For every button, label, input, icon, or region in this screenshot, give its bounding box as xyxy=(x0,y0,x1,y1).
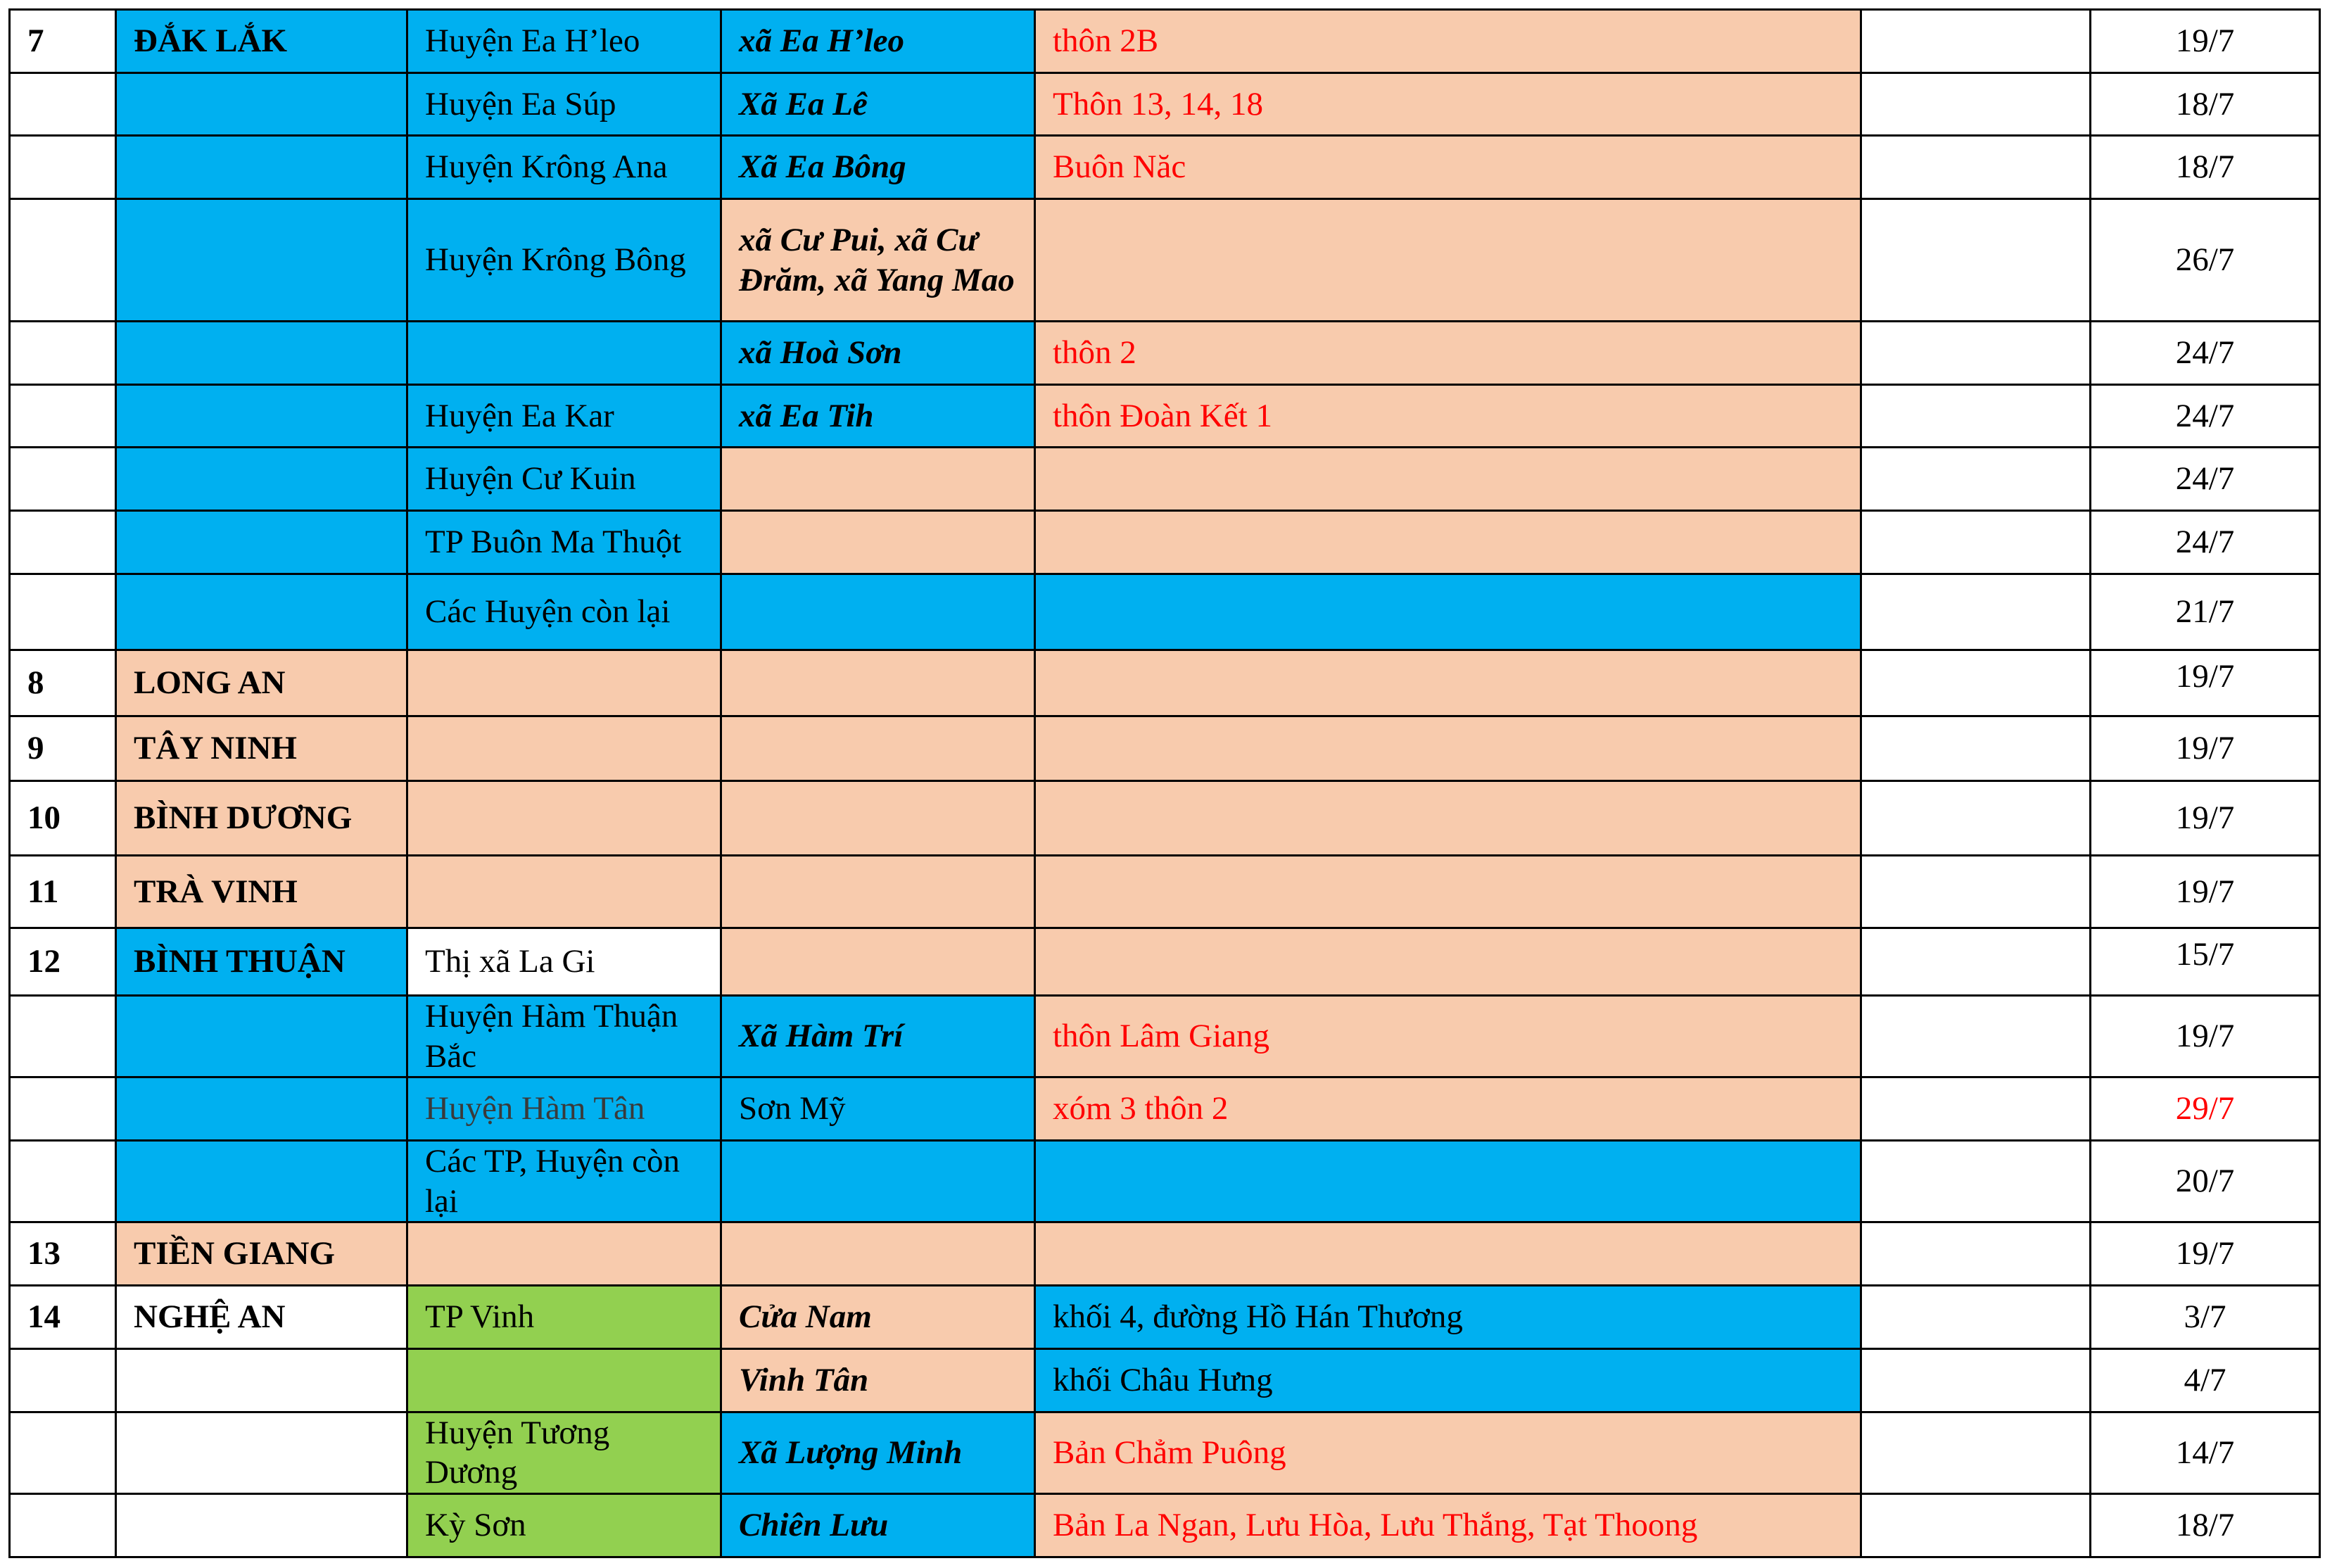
village-cell xyxy=(1035,781,1861,856)
date-cell: 29/7 xyxy=(2091,1077,2320,1141)
commune-cell: xã Cư Pui, xã Cư Đrăm, xã Yang Mao xyxy=(721,199,1035,322)
date-cell: 18/7 xyxy=(2091,136,2320,199)
district-cell xyxy=(407,650,721,716)
empty-cell xyxy=(1861,1222,2091,1286)
village-cell: Bản Chẳm Puông xyxy=(1035,1412,1861,1494)
table-row xyxy=(10,574,2320,650)
date-cell: 15/7 xyxy=(2091,928,2320,996)
date-cell: 24/7 xyxy=(2091,511,2320,574)
district-cell xyxy=(407,1349,721,1412)
village-cell: thôn 2B xyxy=(1035,10,1861,73)
province-cell: LONG AN xyxy=(116,650,407,716)
commune-cell: Cửa Nam xyxy=(721,1286,1035,1349)
village-cell xyxy=(1035,856,1861,928)
row-number-cell: 9 xyxy=(10,716,116,781)
province-cell: TÂY NINH xyxy=(116,716,407,781)
village-cell xyxy=(1035,650,1861,716)
village-cell xyxy=(1035,1141,1861,1222)
date-cell: 19/7 xyxy=(2091,856,2320,928)
village-cell: Buôn Năc xyxy=(1035,136,1861,199)
date-cell: 19/7 xyxy=(2091,10,2320,73)
village-cell: khối Châu Hưng xyxy=(1035,1349,1861,1412)
commune-cell xyxy=(721,1141,1035,1222)
date-cell: 18/7 xyxy=(2091,1493,2320,1557)
empty-cell xyxy=(1861,10,2091,73)
province-cell xyxy=(116,1412,407,1494)
district-cell xyxy=(407,1222,721,1286)
province-cell: BÌNH DƯƠNG xyxy=(116,781,407,856)
table-row xyxy=(10,10,2320,73)
region-schedule-table xyxy=(8,8,2321,1558)
empty-cell xyxy=(1861,511,2091,574)
village-cell xyxy=(1035,199,1861,322)
date-cell: 19/7 xyxy=(2091,650,2320,716)
province-cell: TIỀN GIANG xyxy=(116,1222,407,1286)
commune-cell xyxy=(721,1222,1035,1286)
commune-cell: Sơn Mỹ xyxy=(721,1077,1035,1141)
commune-cell: Xã Ea Bông xyxy=(721,136,1035,199)
empty-cell xyxy=(1861,73,2091,136)
row-number-cell xyxy=(10,996,116,1077)
table-row xyxy=(10,1493,2320,1557)
commune-cell: Xã Hàm Trí xyxy=(721,996,1035,1077)
table-row xyxy=(10,1286,2320,1349)
province-cell xyxy=(116,73,407,136)
empty-cell xyxy=(1861,856,2091,928)
district-cell xyxy=(407,716,721,781)
province-cell xyxy=(116,574,407,650)
village-cell: khối 4, đường Hồ Hán Thương xyxy=(1035,1286,1861,1349)
commune-cell xyxy=(721,716,1035,781)
village-cell: thôn Đoàn Kết 1 xyxy=(1035,385,1861,448)
village-cell xyxy=(1035,448,1861,511)
empty-cell xyxy=(1861,1286,2091,1349)
row-number-cell xyxy=(10,511,116,574)
commune-cell: Vinh Tân xyxy=(721,1349,1035,1412)
table-row xyxy=(10,856,2320,928)
district-cell: Huyện Tương Dương xyxy=(407,1412,721,1494)
commune-cell: Xã Lượng Minh xyxy=(721,1412,1035,1494)
district-cell: Huyện Ea H’leo xyxy=(407,10,721,73)
village-cell: thôn 2 xyxy=(1035,322,1861,385)
table-row xyxy=(10,511,2320,574)
row-number-cell xyxy=(10,385,116,448)
table-row xyxy=(10,781,2320,856)
empty-cell xyxy=(1861,650,2091,716)
district-cell: TP Buôn Ma Thuột xyxy=(407,511,721,574)
province-cell xyxy=(116,448,407,511)
row-number-cell xyxy=(10,136,116,199)
village-cell xyxy=(1035,716,1861,781)
row-number-cell: 7 xyxy=(10,10,116,73)
empty-cell xyxy=(1861,322,2091,385)
district-cell: Các Huyện còn lại xyxy=(407,574,721,650)
table-row xyxy=(10,650,2320,716)
empty-cell xyxy=(1861,781,2091,856)
table-row xyxy=(10,716,2320,781)
date-cell: 24/7 xyxy=(2091,448,2320,511)
commune-cell xyxy=(721,650,1035,716)
province-cell xyxy=(116,199,407,322)
province-cell xyxy=(116,1493,407,1557)
district-cell: Huyện Krông Bông xyxy=(407,199,721,322)
empty-cell xyxy=(1861,996,2091,1077)
table-row xyxy=(10,448,2320,511)
date-cell: 19/7 xyxy=(2091,716,2320,781)
province-cell xyxy=(116,385,407,448)
table-row xyxy=(10,199,2320,322)
province-cell: NGHỆ AN xyxy=(116,1286,407,1349)
row-number-cell xyxy=(10,574,116,650)
district-cell: Huyện Hàm Thuận Bắc xyxy=(407,996,721,1077)
date-cell: 19/7 xyxy=(2091,996,2320,1077)
village-cell: Bản La Ngan, Lưu Hòa, Lưu Thắng, Tạt Thoong xyxy=(1035,1493,1861,1557)
date-cell: 19/7 xyxy=(2091,781,2320,856)
village-cell xyxy=(1035,1222,1861,1286)
province-cell xyxy=(116,322,407,385)
table-row xyxy=(10,928,2320,996)
province-cell: BÌNH THUẬN xyxy=(116,928,407,996)
row-number-cell xyxy=(10,199,116,322)
table-row xyxy=(10,73,2320,136)
row-number-cell: 14 xyxy=(10,1286,116,1349)
province-cell xyxy=(116,996,407,1077)
commune-cell xyxy=(721,928,1035,996)
table-row xyxy=(10,1222,2320,1286)
district-cell xyxy=(407,856,721,928)
empty-cell xyxy=(1861,574,2091,650)
district-cell: Huyện Ea Súp xyxy=(407,73,721,136)
table-row xyxy=(10,1077,2320,1141)
empty-cell xyxy=(1861,448,2091,511)
commune-cell xyxy=(721,574,1035,650)
date-cell: 19/7 xyxy=(2091,1222,2320,1286)
table-row xyxy=(10,1412,2320,1494)
row-number-cell: 8 xyxy=(10,650,116,716)
village-cell xyxy=(1035,511,1861,574)
commune-cell: xã Ea H’leo xyxy=(721,10,1035,73)
date-cell: 18/7 xyxy=(2091,73,2320,136)
row-number-cell: 11 xyxy=(10,856,116,928)
table-row xyxy=(10,322,2320,385)
empty-cell xyxy=(1861,199,2091,322)
district-cell: Kỳ Sơn xyxy=(407,1493,721,1557)
row-number-cell: 10 xyxy=(10,781,116,856)
date-cell: 26/7 xyxy=(2091,199,2320,322)
row-number-cell xyxy=(10,1412,116,1494)
row-number-cell xyxy=(10,1349,116,1412)
empty-cell xyxy=(1861,1077,2091,1141)
empty-cell xyxy=(1861,1412,2091,1494)
village-cell: xóm 3 thôn 2 xyxy=(1035,1077,1861,1141)
empty-cell xyxy=(1861,928,2091,996)
village-cell: thôn Lâm Giang xyxy=(1035,996,1861,1077)
province-cell xyxy=(116,1141,407,1222)
village-cell: Thôn 13, 14, 18 xyxy=(1035,73,1861,136)
commune-cell xyxy=(721,781,1035,856)
village-cell xyxy=(1035,928,1861,996)
row-number-cell xyxy=(10,322,116,385)
empty-cell xyxy=(1861,385,2091,448)
district-cell: Các TP, Huyện còn lại xyxy=(407,1141,721,1222)
commune-cell xyxy=(721,856,1035,928)
table-row xyxy=(10,385,2320,448)
province-cell: ĐẮK LẮK xyxy=(116,10,407,73)
district-cell xyxy=(407,781,721,856)
district-cell: Thị xã La Gi xyxy=(407,928,721,996)
table-row xyxy=(10,1141,2320,1222)
row-number-cell xyxy=(10,1141,116,1222)
date-cell: 14/7 xyxy=(2091,1412,2320,1494)
date-cell: 3/7 xyxy=(2091,1286,2320,1349)
table-row xyxy=(10,996,2320,1077)
empty-cell xyxy=(1861,136,2091,199)
empty-cell xyxy=(1861,1349,2091,1412)
district-cell: Huyện Krông Ana xyxy=(407,136,721,199)
province-cell xyxy=(116,1349,407,1412)
row-number-cell xyxy=(10,1493,116,1557)
row-number-cell xyxy=(10,1077,116,1141)
date-cell: 20/7 xyxy=(2091,1141,2320,1222)
province-cell xyxy=(116,1077,407,1141)
province-cell xyxy=(116,511,407,574)
province-cell: TRÀ VINH xyxy=(116,856,407,928)
table-row xyxy=(10,136,2320,199)
date-cell: 24/7 xyxy=(2091,385,2320,448)
date-cell: 4/7 xyxy=(2091,1349,2320,1412)
commune-cell xyxy=(721,511,1035,574)
row-number-cell xyxy=(10,448,116,511)
district-cell xyxy=(407,322,721,385)
village-cell xyxy=(1035,574,1861,650)
row-number-cell: 13 xyxy=(10,1222,116,1286)
date-cell: 24/7 xyxy=(2091,322,2320,385)
district-cell: TP Vinh xyxy=(407,1286,721,1349)
commune-cell: xã Ea Tih xyxy=(721,385,1035,448)
commune-cell: Chiên Lưu xyxy=(721,1493,1035,1557)
district-cell: Huyện Cư Kuin xyxy=(407,448,721,511)
empty-cell xyxy=(1861,1493,2091,1557)
commune-cell: Xã Ea Lê xyxy=(721,73,1035,136)
table-row xyxy=(10,1349,2320,1412)
district-cell: Huyện Hàm Tân xyxy=(407,1077,721,1141)
row-number-cell: 12 xyxy=(10,928,116,996)
commune-cell xyxy=(721,448,1035,511)
province-cell xyxy=(116,136,407,199)
row-number-cell xyxy=(10,73,116,136)
empty-cell xyxy=(1861,716,2091,781)
commune-cell: xã Hoà Sơn xyxy=(721,322,1035,385)
date-cell: 21/7 xyxy=(2091,574,2320,650)
empty-cell xyxy=(1861,1141,2091,1222)
table-body xyxy=(10,10,2320,1557)
district-cell: Huyện Ea Kar xyxy=(407,385,721,448)
